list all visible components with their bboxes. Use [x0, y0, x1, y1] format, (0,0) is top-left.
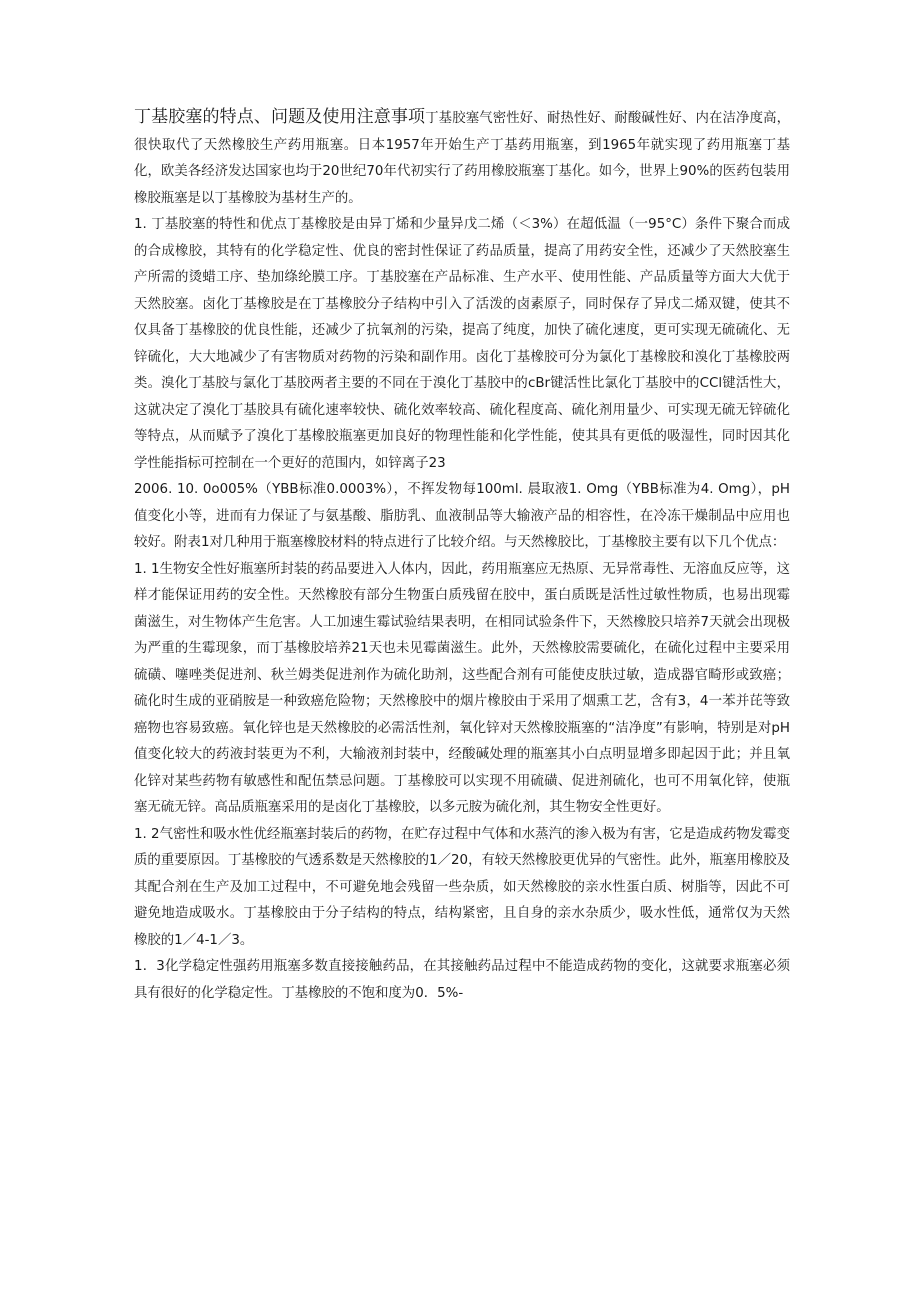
- paragraph-4: 1. 2气密性和吸水性优经瓶塞封装后的药物，在贮存过程中气体和水蒸汽的渗入极为有害，它是造成药物发霉变质的重要原因。丁基橡胶的气透系数是天然橡胶的1／20，有较天然橡胶更优异的气密性。此外，瓶塞用橡胶及其配合剂在生产及加工过程中，不可避免地会残留一些杂质，如天然橡胶的亲水性蛋白质、树脂等，因此不可避免地造成吸水。丁基橡胶由于分子结构的特点，结构紧密，且自身的亲水杂质少，吸水性低，通常仅为天然橡胶的1／4-1／3。: [134, 826, 790, 948]
- paragraph-5: 1．3化学稳定性强药用瓶塞多数直接接触药品，在其接触药品过程中不能造成药物的变化，这就要求瓶塞必须具有很好的化学稳定性。丁基橡胶的不饱和度为0．5%-: [134, 959, 790, 1001]
- document-title: 丁基胶塞的特点、问题及使用注意事项: [134, 107, 426, 127]
- paragraph-3: 1. 1生物安全性好瓶塞所封装的药品要进入人体内，因此，药用瓶塞应无热原、无异常毒性、无溶血反应等，这样才能保证用药的安全性。天然橡胶有部分生物蛋白质残留在胶中，蛋白质既是活性过敏性物质，也易出现霉菌滋生，对生物体产生危害。人工加速生霉试验结果表明，在相同试验条件下，天然橡胶只培养7天就会出现极为严重的生霉现象，而丁基橡胶培养21天也未见霉菌滋生。此外，天然橡胶需要硫化，在硫化过程中主要采用硫磺、噻唑类促进剂、秋兰姆类促进剂作为硫化助剂，这些配合剂有可能使皮肤过敏，造成器官畸形或致癌；硫化时生成的亚硝胺是一种致癌危险物；天然橡胶中的烟片橡胶由于采用了烟熏工艺，含有3，4一苯并芘等致癌物也容易致癌。氧化锌也是天然橡胶的必需活性剂，氧化锌对天然橡胶瓶塞的“洁净度”有影响，特别是对pH值变化较大的药液封装更为不利，大输液剂封装中，经酸碱处理的瓶塞其小白点明显增多即起因于此；并且氧化锌对某些药物有敏感性和配伍禁忌问题。丁基橡胶可以实现不用硫磺、促进剂硫化，也可不用氧化锌，使瓶塞无硫无锌。高品质瓶塞采用的是卤化丁基橡胶，以多元胺为硫化剂，其生物安全性更好。: [134, 561, 790, 815]
- paragraph-1: 1. 丁基胶塞的特性和优点丁基橡胶是由异丁烯和少量异戊二烯（＜3%）在超低温（一95°C）条件下聚合而成的合成橡胶，其特有的化学稳定性、优良的密封性保证了药品质量，提高了用药安全性，还减少了天然胶塞生产所需的烫蜡工序、垫加绦纶膜工序。丁基胶塞在产品标准、生产水平、使用性能、产品质量等方面大大优于天然胶塞。卤化丁基橡胶是在丁基橡胶分子结构中引入了活泼的卤素原子，同时保存了异戊二烯双键，使其不仅具备丁基橡胶的优良性能，还减少了抗氧剂的污染，提高了纯度，加快了硫化速度，更可实现无硫硫化、无锌硫化，大大地减少了有害物质对药物的污染和副作用。卤化丁基橡胶可分为氯化丁基橡胶和溴化丁基橡胶两类。溴化丁基胶与氯化丁基胶两者主要的不同在于溴化丁基胶中的cBr键活性比氯化丁基胶中的CCl键活性大，这就决定了溴化丁基胶具有硫化速率较快、硫化效率较高、硫化程度高、硫化剂用量少、可实现无硫无锌硫化等特点，从而赋予了溴化丁基橡胶瓶塞更加良好的物理性能和化学性能，使其具有更低的吸湿性，同时因其化学性能指标可控制在一个更好的范围内，如锌离子23: [134, 217, 790, 471]
- paragraph-2: 2006. 10. 0o005%（YBB标准0.0003%），不挥发物每100ml. 晨取液1. Omg（YBB标准为4. Omg），pH值变化小等，进而有力保证了与氨基酸、脂肪乳、血液制品等大输液产品的相容性，在冷冻干燥制品中应用也较好。附表1对几种用于瓶塞橡胶材料的特点进行了比较介绍。与天然橡胶比，丁基橡胶主要有以下几个优点：: [134, 482, 790, 550]
- intro-text: 丁基胶塞气密性好、耐热性好、耐酸碱性好、内在洁净度高，很快取代了天然橡胶生产药用瓶塞。日本1957年开始生产丁基药用瓶塞，到1965年就实现了药用瓶塞丁基化，欧美各经济发达国家也均于20世纪70年代初实行了药用橡胶瓶塞丁基化。如今，世界上90%的医药包装用橡胶瓶塞是以丁基橡胶为基材生产的。: [134, 111, 790, 206]
- document-page: [134, 104, 790, 1007]
- intro-paragraph: [134, 104, 790, 212]
